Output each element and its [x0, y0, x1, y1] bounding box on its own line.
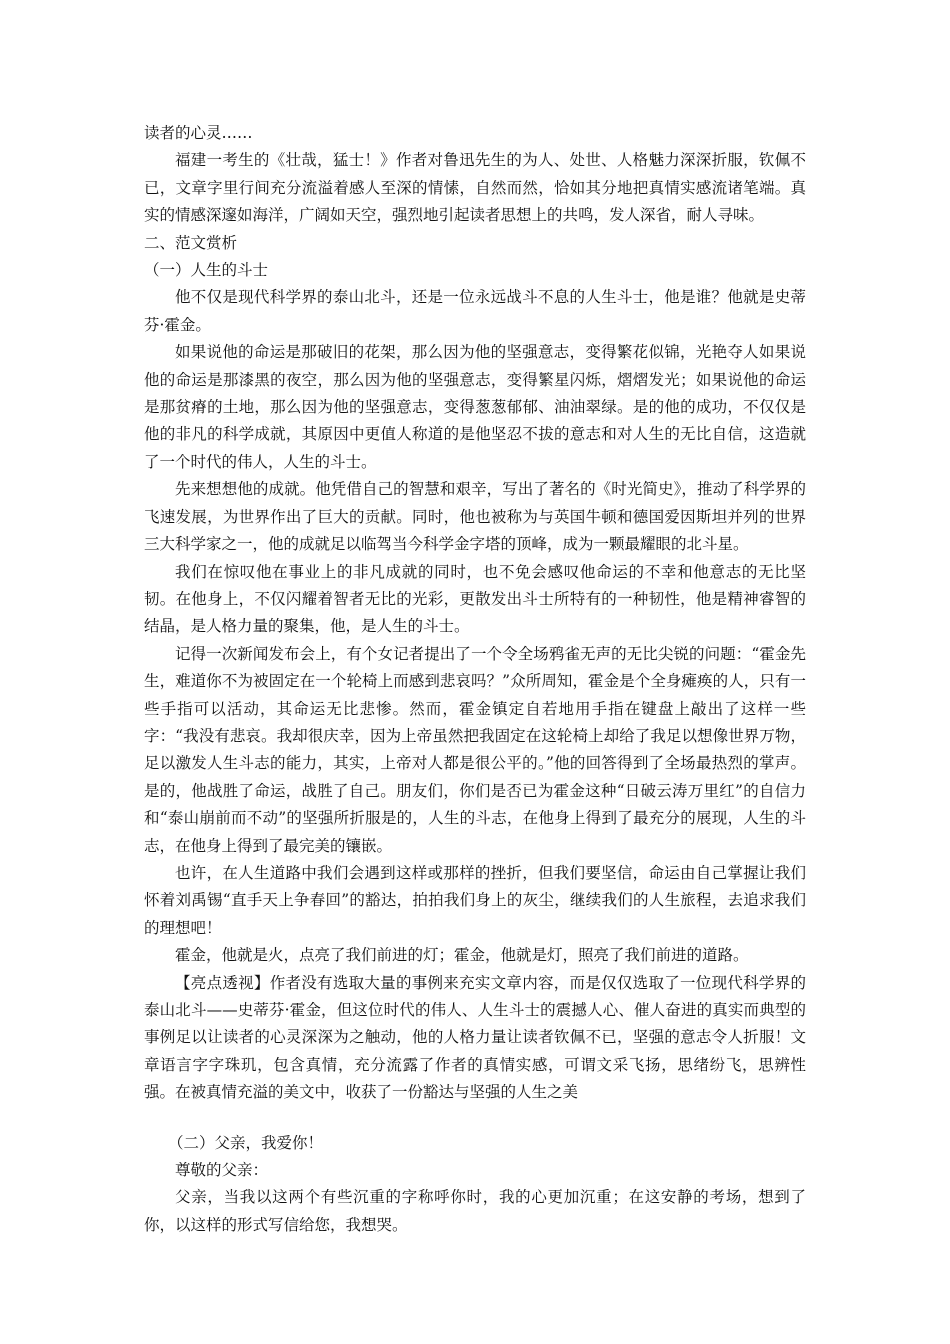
document-page — [144, 120, 806, 1239]
essay1-paragraph-3: 先来想想他的成就。他凭借自己的智慧和艰辛，写出了著名的《时光简史》，推动了科学界的飞速发展，为世界作出了巨大的贡献。同时，他也被称为与英国牛顿和德国爱因斯坦并列的世界三大科学家之一，他的成就足以临驾当今科学金字塔的顶峰，成为一颗最耀眼的北斗星。 — [144, 480, 806, 554]
essay-title-1: （一）人生的斗士 — [144, 261, 269, 280]
essay1-paragraph-1: 他不仅是现代科学界的泰山北斗，还是一位永远战斗不息的人生斗士，他是谁？他就是史蒂芬·霍金。 — [144, 288, 806, 334]
essay1-paragraph-5: 记得一次新闻发布会上，有个女记者提出了一个令全场鸦雀无声的无比尖锐的问题：“霍金先生，难道你不为被固定在一个轮椅上而感到悲哀吗？”众所周知，霍金是个全身瘫痪的人，只有一些手指可以活动，其命运无比悲惨。然而，霍金镇定自若地用手指在键盘上敲出了这样一些字：“我没有悲哀。我却很庆幸，因为上帝虽然把我固定在这轮椅上却给了我足以想像世界万物，足以激发人生斗志的能力，其实，上帝对人都是很公平的。”他的回答得到了全场最热烈的掌声。是的，他战胜了命运，战胜了自己。朋友们，你们是否已为霍金这种“日破云涛万里红”的自信力和“泰山崩前而不动”的坚强所折服是的，人生的斗志，在他身上得到了最充分的展现，人生的斗志，在他身上得到了最完美的镶嵌。 — [144, 644, 806, 855]
blank-line — [144, 1107, 806, 1130]
essay-title-2: （二）父亲，我爱你！ — [168, 1133, 324, 1152]
paragraph-continuation: 读者的心灵…… — [144, 124, 253, 142]
section-heading-model-essays: 二、范文赏析 — [144, 233, 238, 252]
essay1-paragraph-7: 霍金，他就是火，点亮了我们前进的灯；霍金，他就是灯，照亮了我们前进的道路。 — [175, 946, 749, 965]
essay1-paragraph-2: 如果说他的命运是那破旧的花架，那么因为他的坚强意志，变得繁花似锦，光艳夺人如果说他的命运是那漆黑的夜空，那么因为他的坚强意志，变得繁星闪烁，熠熠发光；如果说他的命运是那贫瘠的土地，那么因为他的坚强意志，变得葱葱郁郁、油油翠绿。是的他的成功，不仅仅是他的非凡的科学成就，其原因中更值人称道的是他坚忍不拔的意志和对人生的无比自信，这造就了一个时代的伟人，人生的斗士。 — [144, 343, 806, 471]
highlight-analysis: 【亮点透视】作者没有选取大量的事例来充实文章内容，而是仅仅选取了一位现代科学界的泰山北斗——史蒂芬·霍金，但这位时代的伟人、人生斗士的震撼人心、催人奋进的真实而典型的事例足以让读者的心灵深深为之触动，他的人格力量让读者钦佩不已，坚强的意志令人折服！文章语言字字珠玑，包含真情，充分流露了作者的真情实感，可谓文采飞扬，思绪纷飞，思辨性强。在被真情充溢的美文中，收获了一份豁达与坚强的人生之美 — [144, 973, 806, 1102]
paragraph-commentary-fujian: 福建一考生的《壮哉，猛士！》作者对鲁迅先生的为人、处世、人格魅力深深折服，钦佩不已，文章字里行间充分流溢着感人至深的情愫，自然而然，恰如其分地把真情实感流诸笔端。真实的情感深邃如海洋，广阔如天空，强烈地引起读者思想上的共鸣，发人深省，耐人寻味。 — [144, 151, 806, 225]
essay2-paragraph-1: 父亲，当我以这两个有些沉重的字称呼你时，我的心更加沉重；在这安静的考场，想到了你，以这样的形式写信给您，我想哭。 — [144, 1188, 806, 1234]
essay1-paragraph-6: 也许，在人生道路中我们会遇到这样或那样的挫折，但我们要坚信，命运由自己掌握让我们怀着刘禹锡“直手天上争春回”的豁达，拍拍我们身上的灰尘，继续我们的人生旅程，去追求我们的理想吧！ — [144, 863, 806, 937]
essay1-paragraph-4: 我们在惊叹他在事业上的非凡成就的同时，也不免会感叹他命运的不幸和他意志的无比坚韧。在他身上，不仅闪耀着智者无比的光彩，更散发出斗士所特有的一种韧性，他是精神睿智的结晶，是人格力量的聚集，他，是人生的斗士。 — [144, 562, 806, 636]
letter-salutation: 尊敬的父亲： — [175, 1161, 269, 1180]
